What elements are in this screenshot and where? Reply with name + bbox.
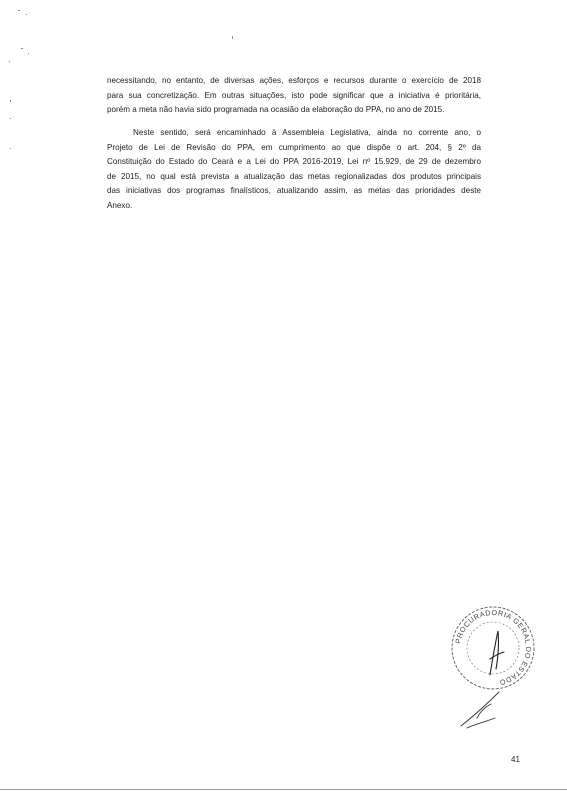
paragraph-line: das iniciativas dos programas finalísticos, atualizando assim, as metas das prioridades deste [107,186,481,196]
scan-speck [26,14,27,15]
paragraph-line: Constituição do Estado do Ceará e a Lei do PPA 2016-2019, Lei nº 15.929, de 29 de dezembro [107,157,481,167]
paragraph-line: Neste sentido, será encaminhado à Assembleia Legislativa, ainda no corrente ano, o [133,128,481,137]
paragraph-line: Anexo. [107,200,133,210]
footer-rule [0,789,567,790]
paragraph-line: para sua concretização. Em outras situações, isto pode significar que a iniciativa é prioritária, [107,90,481,100]
body-paragraph-2 [107,126,481,214]
svg-text:PROCURADORIA GERAL DO ESTADO [453,608,533,687]
scan-speck [9,61,10,62]
scan-speck [10,118,11,119]
body-paragraph-1 [107,74,481,118]
official-stamp [448,603,538,693]
scan-speck [232,36,233,39]
paragraph-line: de 2015, no qual está prevista a atualização das metas regionalizadas dos produtos principais [107,171,481,181]
paragraph-line: necessitando, no entanto, de diversas ações, esforços e recursos durante o exercício de 2018 [107,76,481,85]
signature-mark [455,688,505,730]
paragraph-line: porém a meta não havia sido programada na ocasião da elaboração do PPA, no ano de 2015. [107,105,445,115]
scan-speck [18,10,20,11]
scan-speck [10,148,11,149]
scan-speck [21,48,23,49]
page-number: 41 [511,755,520,764]
scan-speck [10,100,11,102]
stamp-text: PROCURADORIA GERAL DO ESTADO [453,607,534,688]
paragraph-line: Projeto de Lei de Revisão do PPA, em cumprimento ao que dispõe o art. 204, § 2º da [107,142,481,152]
scan-speck [28,53,29,54]
